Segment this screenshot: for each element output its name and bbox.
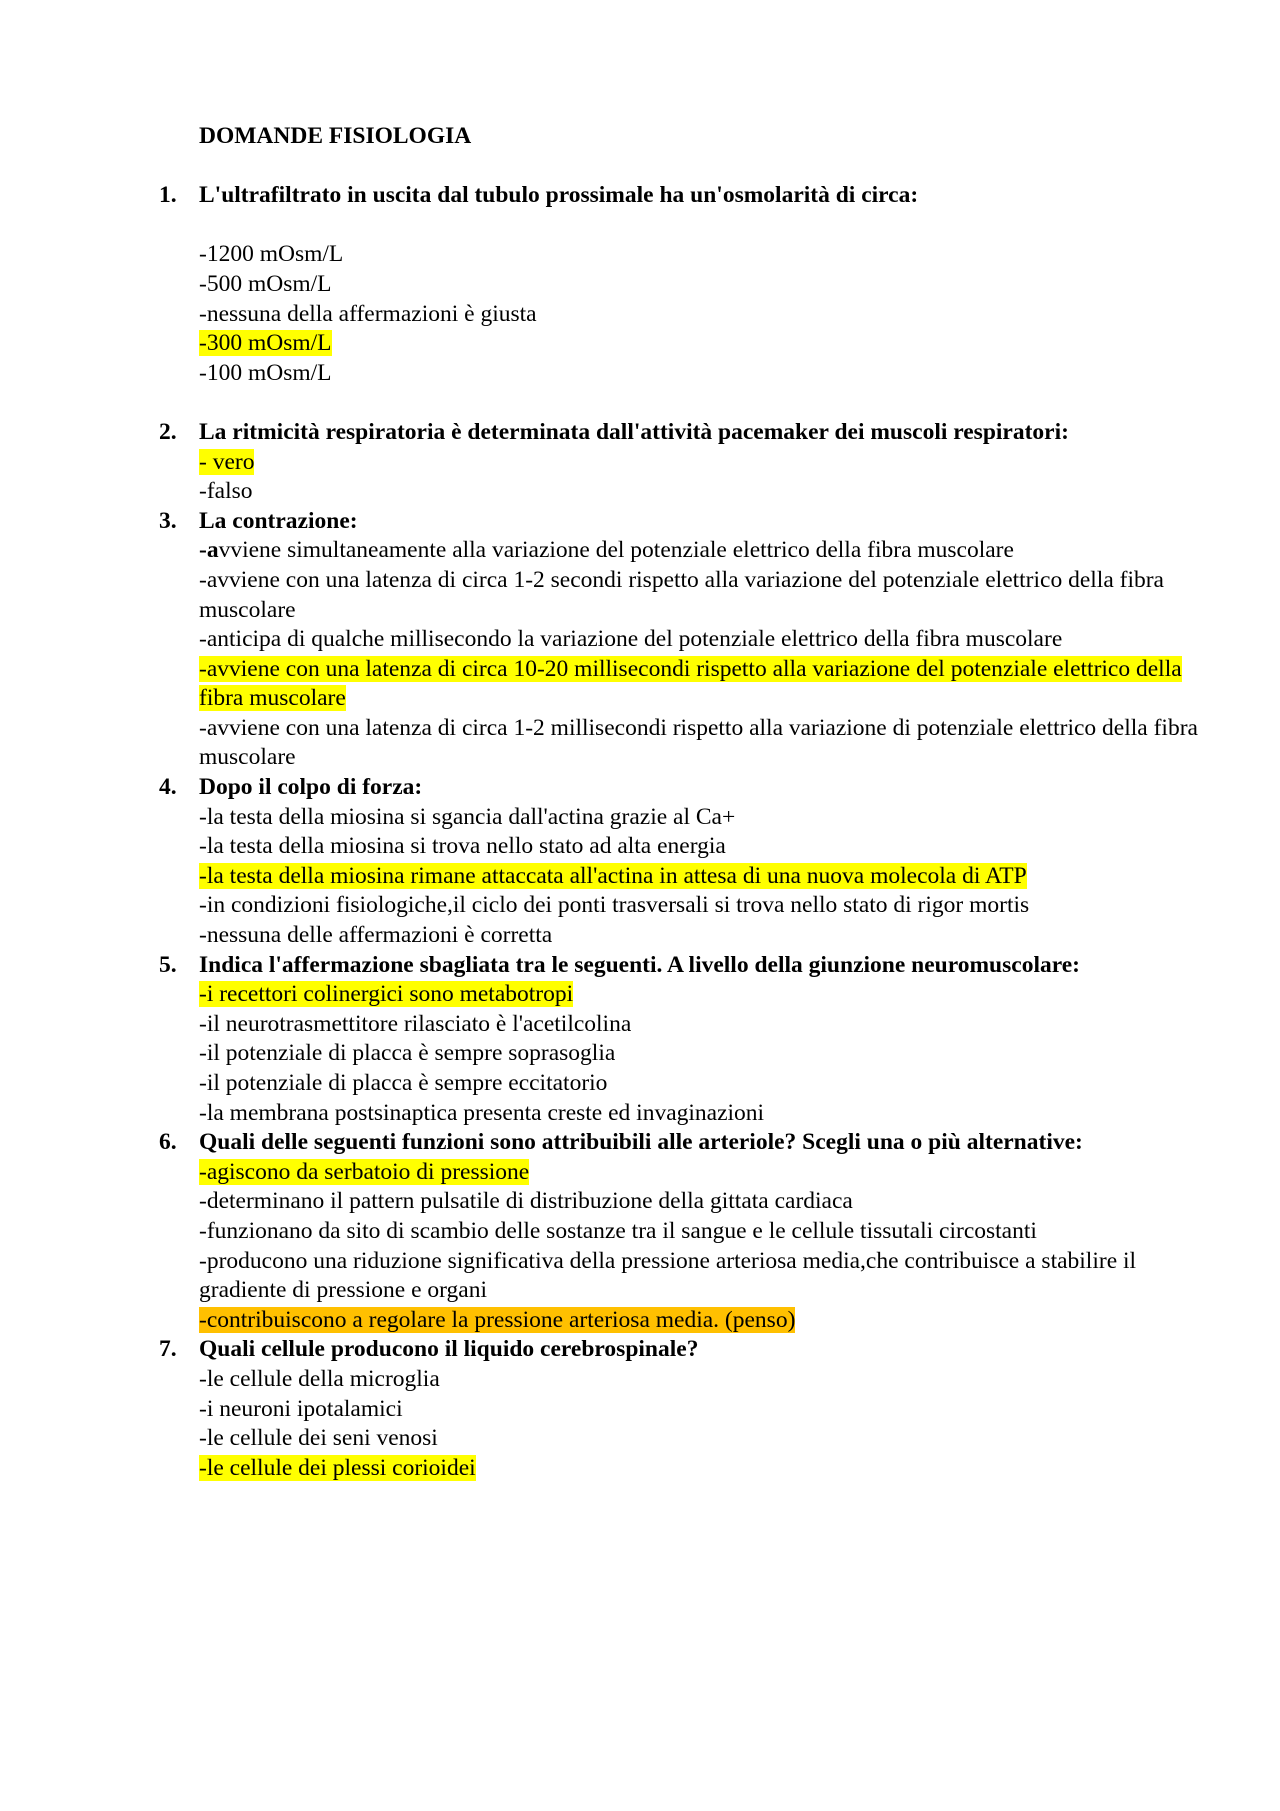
document-body xyxy=(159,122,1209,1483)
answer-option: -il neurotrasmettitore rilasciato è l'acetilcolina xyxy=(199,1010,632,1037)
answer-option: -i neuroni ipotalamici xyxy=(199,1395,403,1422)
answer-option: -le cellule della microglia xyxy=(199,1365,440,1392)
answer-option: -la membrana postsinaptica presenta creste ed invaginazioni xyxy=(199,1099,765,1126)
answer-option: -falso xyxy=(199,478,253,505)
question-6 xyxy=(159,1128,1209,1335)
answer-option: -500 mOsm/L xyxy=(199,270,332,297)
question-2 xyxy=(159,418,1209,507)
question-text: La ritmicità respiratoria è determinata dall'attività pacemaker dei muscoli respiratori: xyxy=(199,418,1069,445)
answer-option-highlighted: -i recettori colinergici sono metabotropi xyxy=(199,981,574,1008)
answer-option: -in condizioni fisiologiche,il ciclo dei ponti trasversali si trova nello stato di rigor mortis xyxy=(199,892,1030,919)
answer-option: -avviene con una latenza di circa 1-2 millisecondi rispetto alla variazione di potenziale elettrico della fibra muscolare xyxy=(199,714,1198,771)
answer-option: -nessuna della affermazioni è giusta xyxy=(199,300,537,327)
question-4 xyxy=(159,773,1209,951)
answer-option: -100 mOsm/L xyxy=(199,359,332,386)
question-number: 2. xyxy=(159,418,177,445)
answer-option: -anticipa di qualche millisecondo la variazione del potenziale elettrico della fibra muscolare xyxy=(199,626,1063,653)
question-text: Quali cellule producono il liquido cerebrospinale? xyxy=(199,1336,699,1363)
answer-option-highlighted: -la testa della miosina rimane attaccata all'actina in attesa di una nuova molecola di ATP xyxy=(199,862,1027,889)
answer-option: -avviene con una latenza di circa 1-2 secondi rispetto alla variazione del potenziale elettrico della fibra muscolare xyxy=(199,566,1164,623)
answer-option: -il potenziale di placca è sempre eccitatorio xyxy=(199,1070,608,1096)
question-1 xyxy=(159,181,1209,418)
answer-option: -avviene simultaneamente alla variazione del potenziale elettrico della fibra muscolare xyxy=(199,537,1014,564)
question-text: Indica l'affermazione sbagliata tra le seguenti. A livello della giunzione neuromuscolare: xyxy=(199,951,1080,978)
question-number: 4. xyxy=(159,774,177,801)
question-number: 6. xyxy=(159,1129,177,1156)
answer-option: -determinano il pattern pulsatile di distribuzione della gittata cardiaca xyxy=(199,1188,853,1215)
question-7 xyxy=(159,1335,1209,1483)
answer-option: -funzionano da sito di scambio delle sostanze tra il sangue e le cellule tissutali circostanti xyxy=(199,1217,1037,1244)
answer-option-highlighted: - vero xyxy=(199,448,255,475)
answer-option-highlighted: -agiscono da serbatoio di pressione xyxy=(199,1158,530,1185)
answer-option: -nessuna delle affermazioni è corretta xyxy=(199,922,553,949)
question-text: L'ultrafiltrato in uscita dal tubulo prossimale ha un'osmolarità di circa: xyxy=(199,182,919,209)
question-number: 1. xyxy=(159,182,177,209)
question-number: 5. xyxy=(159,951,177,978)
answer-option-highlighted-alt: -contribuiscono a regolare la pressione arteriosa media. (penso) xyxy=(199,1306,796,1333)
answer-option-highlighted: -300 mOsm/L xyxy=(199,330,332,357)
question-3 xyxy=(159,507,1209,773)
answer-option: -il potenziale di placca è sempre soprasoglia xyxy=(199,1040,616,1067)
answer-option: -1200 mOsm/L xyxy=(199,241,344,268)
question-number: 3. xyxy=(159,507,177,534)
document-title: DOMANDE FISIOLOGIA xyxy=(199,123,472,149)
question-number: 7. xyxy=(159,1336,177,1363)
question-5 xyxy=(159,951,1209,1129)
answer-option: -la testa della miosina si trova nello stato ad alta energia xyxy=(199,833,726,860)
question-text: Dopo il colpo di forza: xyxy=(199,774,423,801)
answer-option: -producono una riduzione significativa della pressione arteriosa media,che contribuisce a stabilire il gradiente di pressione e organi xyxy=(199,1247,1137,1304)
answer-option: -la testa della miosina si sgancia dall'actina grazie al Ca+ xyxy=(199,803,736,830)
answer-option-highlighted: -avviene con una latenza di circa 10-20 millisecondi rispetto alla variazione del potenziale elettrico della fibra muscolare xyxy=(199,655,1182,712)
question-text: Quali delle seguenti funzioni sono attribuibili alle arteriole? Scegli una o più alternative: xyxy=(199,1129,1083,1156)
answer-option-highlighted: -le cellule dei plessi corioidei xyxy=(199,1454,476,1481)
answer-option: -le cellule dei seni venosi xyxy=(199,1425,438,1452)
question-text: La contrazione: xyxy=(199,507,358,534)
